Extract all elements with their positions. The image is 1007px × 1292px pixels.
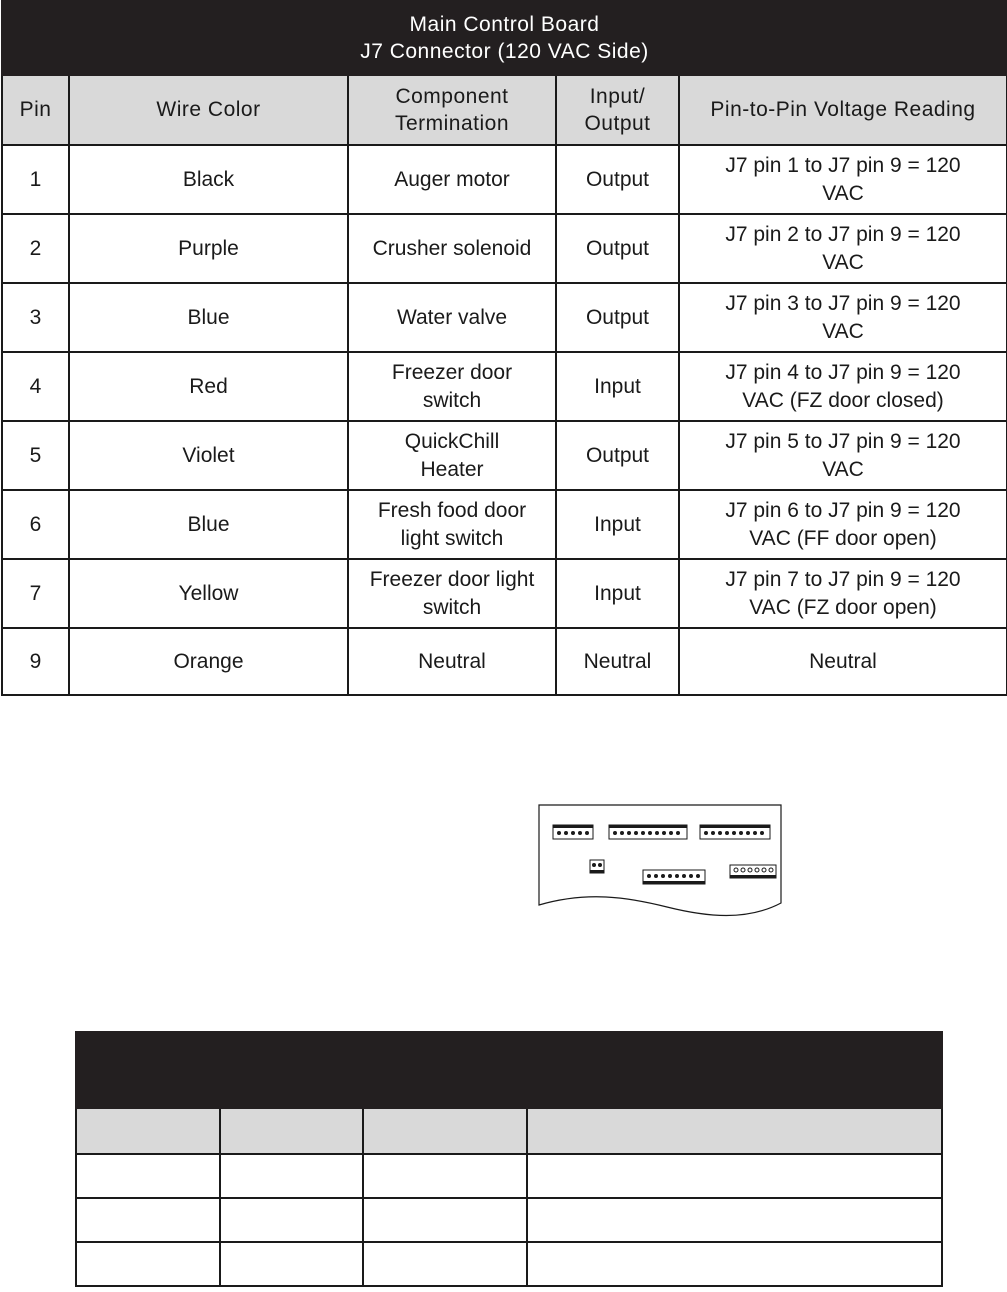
voltage-cell <box>679 352 1007 421</box>
table-row <box>2 283 1007 352</box>
io-cell: Output <box>556 421 679 490</box>
header-component-line1: Component <box>395 85 509 108</box>
component-line1: Freezer door light <box>369 567 535 591</box>
component-line1: Freezer door <box>391 360 513 384</box>
io-cell: Output <box>556 214 679 283</box>
voltage-cell <box>679 145 1007 214</box>
component-line1: Water valve <box>396 305 508 329</box>
control-board-diagram-icon <box>537 803 783 919</box>
voltage-line2: VAC (FZ door closed) <box>742 388 944 412</box>
voltage-cell <box>679 628 1007 695</box>
component-line2: switch <box>422 388 482 412</box>
empty-cell <box>220 1242 363 1286</box>
empty-cell <box>363 1154 527 1198</box>
voltage-line1: J7 pin 1 to J7 pin 9 = 120 <box>725 153 961 177</box>
wire-color-cell: Violet <box>69 421 348 490</box>
empty-cell <box>76 1198 220 1242</box>
voltage-line2: VAC (FF door open) <box>749 526 937 550</box>
table-row <box>2 214 1007 283</box>
pin-cell: 4 <box>2 352 69 421</box>
voltage-cell <box>679 214 1007 283</box>
secondary-header-cell <box>527 1108 942 1154</box>
io-cell: Output <box>556 283 679 352</box>
empty-cell <box>363 1198 527 1242</box>
empty-cell <box>527 1242 942 1286</box>
voltage-cell <box>679 559 1007 628</box>
voltage-line1: Neutral <box>809 649 877 673</box>
header-pin: Pin <box>2 75 69 145</box>
table-title-line1: Main Control Board <box>409 13 600 36</box>
wire-color-cell: Blue <box>69 283 348 352</box>
empty-cell <box>76 1242 220 1286</box>
component-line1: Auger motor <box>394 167 510 191</box>
pin-cell: 7 <box>2 559 69 628</box>
component-cell <box>348 628 556 695</box>
connector-icon <box>700 825 770 839</box>
table-row <box>2 628 1007 695</box>
pin-cell: 2 <box>2 214 69 283</box>
header-input-output <box>556 75 679 145</box>
connector-icon <box>730 865 776 878</box>
component-cell <box>348 421 556 490</box>
table-row <box>76 1242 942 1286</box>
secondary-title-cell <box>76 1032 942 1108</box>
table-row <box>2 559 1007 628</box>
secondary-table <box>75 1031 943 1287</box>
io-cell: Input <box>556 559 679 628</box>
table-row <box>76 1154 942 1198</box>
table-title <box>2 1 1007 75</box>
voltage-line1: J7 pin 5 to J7 pin 9 = 120 <box>725 429 961 453</box>
header-component-line2: Termination <box>394 112 510 135</box>
component-line1: QuickChill <box>404 429 500 453</box>
voltage-line1: J7 pin 4 to J7 pin 9 = 120 <box>725 360 961 384</box>
connector-icon <box>609 825 687 839</box>
component-cell <box>348 145 556 214</box>
component-cell <box>348 283 556 352</box>
io-cell: Input <box>556 352 679 421</box>
table-title-row <box>2 1 1007 75</box>
empty-cell <box>527 1198 942 1242</box>
component-cell <box>348 352 556 421</box>
io-cell: Input <box>556 490 679 559</box>
component-line1: Neutral <box>418 649 486 673</box>
header-wire-color: Wire Color <box>69 75 348 145</box>
voltage-line2: VAC (FZ door open) <box>749 595 937 619</box>
secondary-header-cell <box>363 1108 527 1154</box>
secondary-title-row <box>76 1032 942 1108</box>
voltage-line1: J7 pin 7 to J7 pin 9 = 120 <box>725 567 961 591</box>
io-cell: Output <box>556 145 679 214</box>
empty-cell <box>527 1154 942 1198</box>
voltage-line2: VAC <box>822 457 864 481</box>
voltage-line2: VAC <box>822 250 864 274</box>
table-row <box>2 352 1007 421</box>
pin-cell: 3 <box>2 283 69 352</box>
header-io-line1: Input/ <box>589 85 646 108</box>
voltage-cell <box>679 490 1007 559</box>
table-row <box>76 1198 942 1242</box>
table-row <box>2 421 1007 490</box>
voltage-line1: J7 pin 6 to J7 pin 9 = 120 <box>725 498 961 522</box>
voltage-line1: J7 pin 2 to J7 pin 9 = 120 <box>725 222 961 246</box>
voltage-cell <box>679 421 1007 490</box>
empty-cell <box>76 1154 220 1198</box>
component-line2: switch <box>422 595 482 619</box>
pin-cell: 9 <box>2 628 69 695</box>
header-component-termination <box>348 75 556 145</box>
voltage-line2: VAC <box>822 181 864 205</box>
header-io-line2: Output <box>584 112 651 135</box>
connector-icon <box>643 870 705 884</box>
secondary-header-cell <box>76 1108 220 1154</box>
pin-cell: 5 <box>2 421 69 490</box>
wire-color-cell: Orange <box>69 628 348 695</box>
empty-cell <box>220 1198 363 1242</box>
component-line2: light switch <box>400 526 504 550</box>
component-cell <box>348 490 556 559</box>
header-voltage-reading: Pin-to-Pin Voltage Reading <box>679 75 1007 145</box>
table-title-line2: J7 Connector (120 VAC Side) <box>360 40 649 63</box>
wire-color-cell: Purple <box>69 214 348 283</box>
component-cell <box>348 559 556 628</box>
table-row <box>2 490 1007 559</box>
pin-cell: 6 <box>2 490 69 559</box>
j7-connector-table <box>1 0 1007 696</box>
io-cell: Neutral <box>556 628 679 695</box>
component-cell <box>348 214 556 283</box>
pin-cell: 1 <box>2 145 69 214</box>
empty-cell <box>220 1154 363 1198</box>
voltage-cell <box>679 283 1007 352</box>
connector-icon <box>590 860 604 873</box>
wire-color-cell: Yellow <box>69 559 348 628</box>
table-row <box>2 145 1007 214</box>
component-line2: Heater <box>420 457 484 481</box>
voltage-line2: VAC <box>822 319 864 343</box>
component-line1: Fresh food door <box>377 498 527 522</box>
component-line1: Crusher solenoid <box>372 236 532 260</box>
wire-color-cell: Red <box>69 352 348 421</box>
secondary-header-cell <box>220 1108 363 1154</box>
voltage-line1: J7 pin 3 to J7 pin 9 = 120 <box>725 291 961 315</box>
table-header-row <box>2 75 1007 145</box>
empty-cell <box>363 1242 527 1286</box>
connector-icon <box>553 825 593 839</box>
wire-color-cell: Black <box>69 145 348 214</box>
secondary-header-row <box>76 1108 942 1154</box>
wire-color-cell: Blue <box>69 490 348 559</box>
